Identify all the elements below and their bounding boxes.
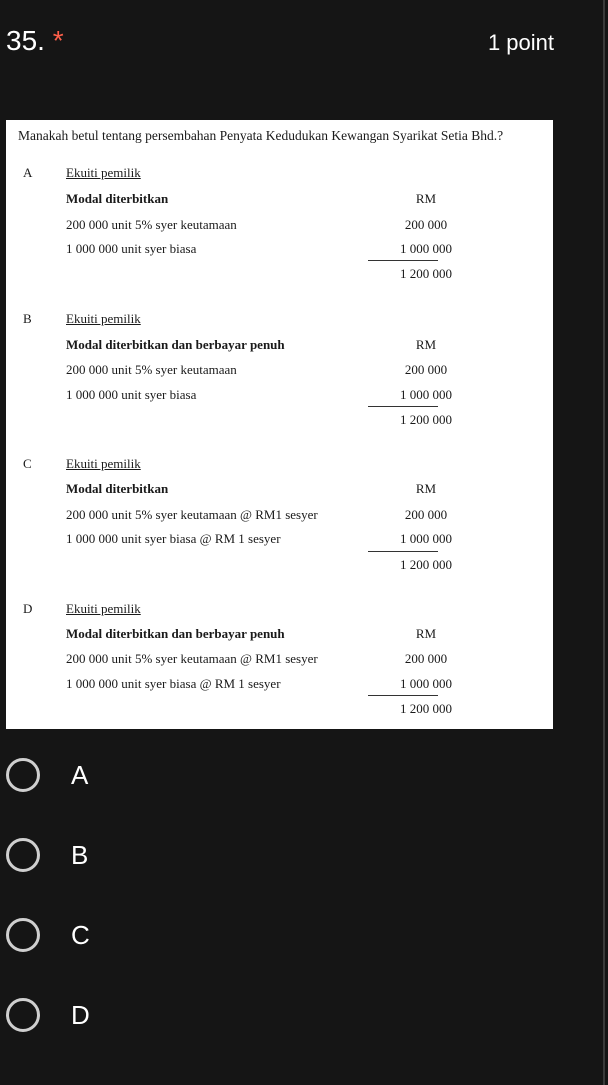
choice-letter: D [23,601,33,616]
sum-rule [368,695,438,696]
currency-label: RM [415,337,437,352]
sum-rule [368,406,438,407]
total-amount: 1 200 000 [400,701,452,716]
option-label: C [71,920,90,950]
row-amount: 200 000 [404,217,448,232]
row-label: 200 000 unit 5% syer keutamaan @ RM1 sesyer [66,651,318,666]
row-amount: 1 000 000 [400,241,452,256]
question-number [6,23,64,59]
row-amount: 200 000 [404,362,448,377]
row-label: 1 000 000 unit syer biasa [66,387,197,402]
option-label: A [71,760,89,790]
option-label: B [71,840,89,870]
currency-label: RM [415,626,437,641]
row-amount: 1 000 000 [400,531,452,546]
radio-button-icon[interactable] [6,758,40,792]
total-amount: 1 200 000 [400,266,452,281]
question-image [6,120,553,729]
required-star: * [52,25,64,56]
radio-button-icon[interactable] [6,838,40,872]
total-amount: 1 200 000 [400,557,452,572]
choice-subheading: Modal diterbitkan [66,191,169,206]
row-amount: 200 000 [404,651,448,666]
question-text: Manakah betul tentang persembahan Penyata Kedudukan Kewangan Syarikat Setia Bhd.? [18,128,504,143]
choice-subheading: Modal diterbitkan dan berbayar penuh [66,626,285,641]
choice-heading: Ekuiti pemilik [66,456,141,471]
sum-rule [368,260,438,261]
right-edge-divider [603,0,605,1085]
row-amount: 200 000 [404,507,448,522]
currency-label: RM [415,481,437,496]
option-a[interactable] [6,742,306,802]
question-points: 1 point [487,30,554,55]
currency-label: RM [415,191,437,206]
radio-button-icon[interactable] [6,918,40,952]
option-label: D [71,1000,90,1030]
row-label: 200 000 unit 5% syer keutamaan @ RM1 sesyer [66,507,318,522]
choice-subheading: Modal diterbitkan dan berbayar penuh [66,337,285,352]
choice-subheading: Modal diterbitkan [66,481,169,496]
choice-letter: A [23,165,33,180]
total-amount: 1 200 000 [400,412,452,427]
row-label: 200 000 unit 5% syer keutamaan [66,362,237,377]
row-label: 200 000 unit 5% syer keutamaan [66,217,237,232]
radio-button-icon[interactable] [6,998,40,1032]
choice-letter: C [23,456,32,471]
choice-heading: Ekuiti pemilik [66,601,141,616]
option-d[interactable] [6,982,306,1042]
row-label: 1 000 000 unit syer biasa @ RM 1 sesyer [66,676,281,691]
row-label: 1 000 000 unit syer biasa @ RM 1 sesyer [66,531,281,546]
choice-heading: Ekuiti pemilik [66,165,141,180]
choice-letter: B [23,311,32,326]
row-label: 1 000 000 unit syer biasa [66,241,197,256]
row-amount: 1 000 000 [400,387,452,402]
option-c[interactable] [6,902,306,962]
row-amount: 1 000 000 [400,676,452,691]
option-b[interactable] [6,822,306,882]
choice-heading: Ekuiti pemilik [66,311,141,326]
question-number-text: 35. [6,25,45,56]
sum-rule [368,551,438,552]
